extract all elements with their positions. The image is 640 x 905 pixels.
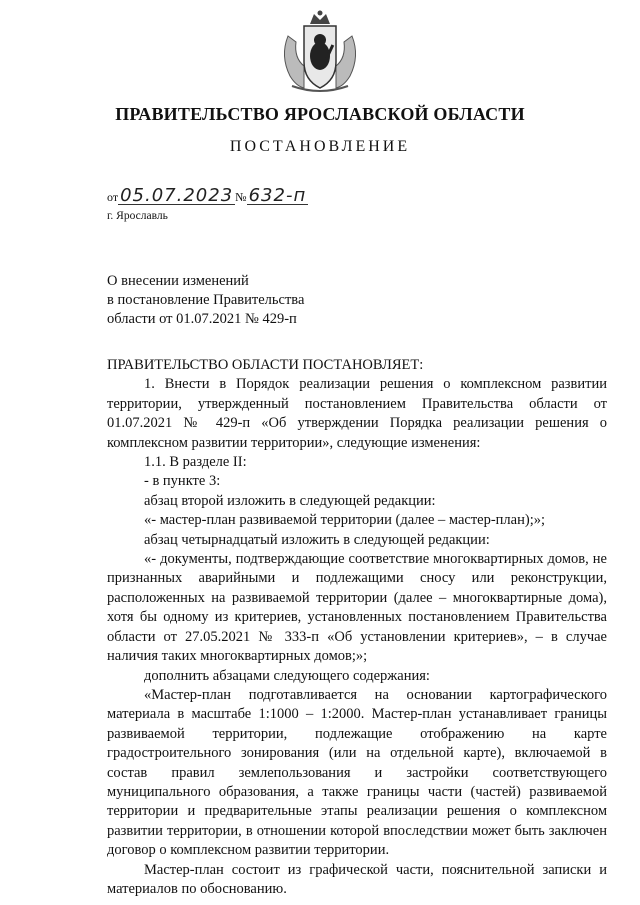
subject-line: О внесении изменений — [107, 273, 249, 289]
paragraph: абзац четырнадцатый изложить в следующей редакции: — [144, 531, 490, 548]
resolution-heading: ПРАВИТЕЛЬСТВО ОБЛАСТИ ПОСТАНОВЛЯЕТ: — [107, 357, 424, 373]
date-prefix: от — [107, 190, 119, 204]
paragraph: «Мастер-план подготавливается на основании картографического материала в масштабе 1:1000 – 1:2000. Мастер-план устанавливает границы развиваемой территории, подлежащие отображению на карте градостроительного зонирования (или на отдельной карте), включаемой в состав правил землепользования и застройки соответствующего муниципального образования, а также границы части (частей) развиваемой территории и предварительные этапы реализации решения о комплексном развитии территории, в отношении которой впоследствии может быть заключен договор о комплексном развитии территории. — [107, 686, 607, 859]
paragraph: Мастер-план состоит из графической части, пояснительной записки и материалов по обоснованию. — [107, 861, 607, 897]
number-prefix: № — [235, 190, 247, 204]
paragraph: 1.1. В разделе II: — [144, 454, 247, 471]
paragraph: дополнить абзацами следующего содержания: — [144, 667, 430, 684]
document-number: 632-п — [248, 185, 307, 206]
document-date: 05.07.2023 — [120, 185, 234, 206]
paragraph: «- мастер-план развиваемой территории (далее – мастер-план);»; — [144, 512, 546, 529]
paragraph: - в пункте 3: — [144, 473, 221, 490]
paragraph: «- документы, подтверждающие соответствие многоквартирных домов, не признанных аварийными и подлежащими сносу или реконструкции, расположенных на развиваемой территории (далее – многоквартирные дома), хотя бы одному из критериев, установленных постановлением Правительства области от 27.05.2021 № 333-п «Об установлении критериев», – в случае наличия таких многоквартирных домов;»; — [107, 551, 607, 665]
document-type: ПОСТАНОВЛЕНИЕ — [229, 138, 411, 155]
document-subject — [107, 272, 304, 329]
subject-line: в постановление Правительства — [107, 292, 305, 308]
document-body — [107, 356, 607, 899]
paragraph: абзац второй изложить в следующей редакции: — [144, 492, 436, 509]
coat-of-arms-icon — [270, 6, 370, 94]
government-title: ПРАВИТЕЛЬСТВО ЯРОСЛАВСКОЙ ОБЛАСТИ — [115, 104, 525, 124]
paragraph: 1. Внести в Порядок реализации решения о комплексном развитии территории, утвержденный постановлением Правительства области от 01.07.2021 № 429-п «Об утверждении Порядка реализации решения о комплексном развитии территории», следующие изменения: — [107, 376, 607, 451]
city: г. Ярославль — [107, 210, 168, 222]
subject-line: области от 01.07.2021 № 429-п — [107, 311, 297, 327]
date-number-line — [107, 185, 308, 206]
